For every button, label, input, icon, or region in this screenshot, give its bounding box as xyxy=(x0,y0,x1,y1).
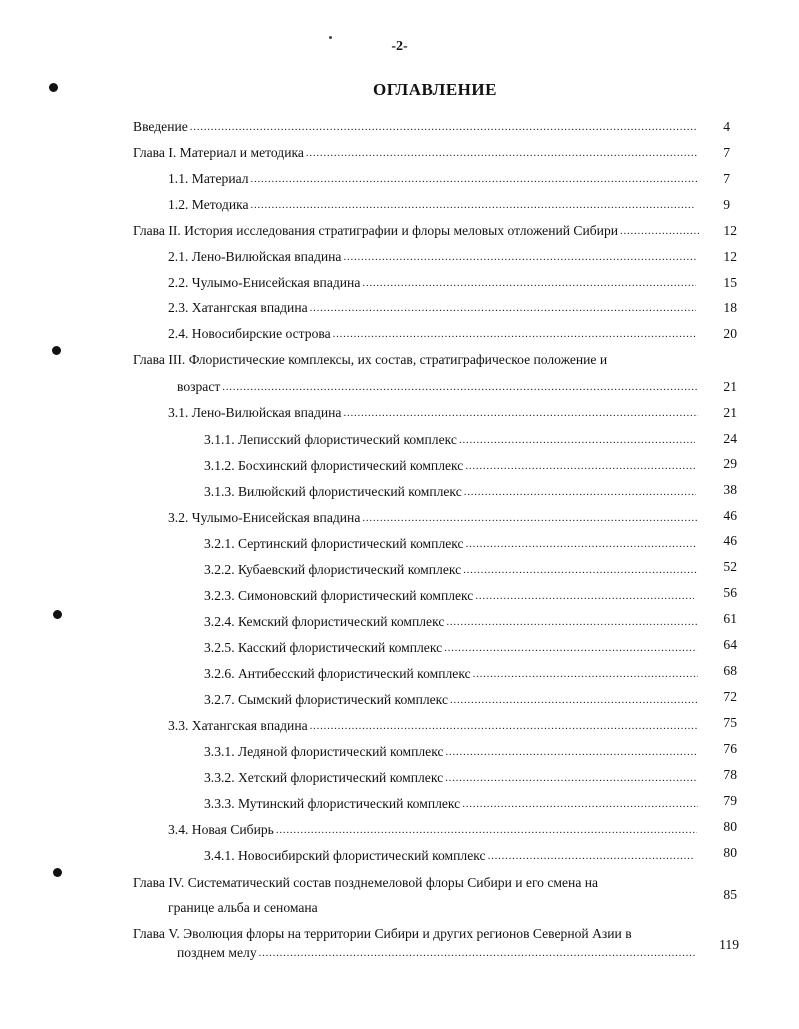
scan-speck xyxy=(329,36,332,39)
toc-entry-label: 3.1.1. Леписский флористический комплекс xyxy=(204,432,457,447)
toc-entry xyxy=(204,610,699,630)
toc-entry-label: Глава V. Эволюция флоры на территории Сибири и других регионов Северной Азии в xyxy=(133,926,632,941)
toc-entry-page: 7 xyxy=(723,145,730,160)
toc-entry xyxy=(168,245,698,265)
toc-entry xyxy=(168,506,699,526)
dot-leader xyxy=(450,692,697,708)
dot-leader xyxy=(465,458,696,474)
toc-entry xyxy=(204,532,699,552)
toc-entry xyxy=(168,271,698,291)
toc-entry xyxy=(168,401,700,421)
toc-entry-page: 20 xyxy=(723,326,737,341)
dot-leader xyxy=(475,588,694,604)
toc-entry-page: 18 xyxy=(723,300,737,315)
toc-entry-page: 119 xyxy=(719,937,739,952)
toc-entry-label: 3.2.4. Кемский флористический комплекс xyxy=(204,614,445,629)
dot-leader xyxy=(310,718,697,734)
dot-leader xyxy=(488,848,694,864)
toc-entry-label: возраст xyxy=(177,379,221,394)
toc-entry xyxy=(204,636,699,656)
toc-entry-page: 61 xyxy=(723,611,737,626)
toc-entry-label: 3.3.1. Ледяной флористический комплекс xyxy=(204,744,444,759)
toc-entry xyxy=(133,141,699,161)
dot-leader xyxy=(251,197,695,213)
toc-entry xyxy=(133,922,713,942)
toc-entry xyxy=(168,322,698,342)
toc-entry-label: 3.2.6. Антибесский флористический комплекс xyxy=(204,666,471,681)
toc-entry xyxy=(177,941,697,961)
toc-entry-page: 15 xyxy=(723,275,737,290)
dot-leader xyxy=(444,640,697,656)
toc-entry xyxy=(168,896,528,916)
dot-leader xyxy=(464,484,696,500)
toc-entry-label: границе альба и сеномана xyxy=(168,900,318,915)
toc-entry-page: 29 xyxy=(723,456,737,471)
toc-entry-page: 56 xyxy=(723,585,737,600)
toc-entry xyxy=(168,818,699,838)
toc-entry-page: 68 xyxy=(723,663,737,678)
toc-entry-page: 78 xyxy=(723,767,737,782)
toc-entry xyxy=(204,454,698,474)
toc-entry-page: 72 xyxy=(723,689,737,704)
toc-entry xyxy=(204,688,699,708)
toc-entry-label: 1.1. Материал xyxy=(168,171,249,186)
toc-entry-page: 80 xyxy=(723,819,737,834)
dot-leader xyxy=(362,510,697,526)
dot-leader xyxy=(463,562,697,578)
toc-entry-label: 3.3. Хатангская впадина xyxy=(168,718,308,733)
toc-entry-page: 46 xyxy=(723,508,737,523)
dot-leader xyxy=(459,432,695,448)
toc-entry xyxy=(177,375,700,395)
toc-entry xyxy=(204,766,700,786)
dot-leader xyxy=(190,119,696,135)
toc-entry-page: 12 xyxy=(723,223,737,238)
toc-entry-label: 3.2.1. Сертинский флористический комплекс xyxy=(204,536,464,551)
dot-leader xyxy=(251,171,697,187)
dot-leader xyxy=(473,666,698,682)
page-number: -2- xyxy=(391,39,408,54)
toc-entry-label: Глава III. Флористические комплексы, их состав, стратиграфическое положение и xyxy=(133,352,608,367)
toc-entry-page: 24 xyxy=(723,431,737,446)
toc-entry xyxy=(168,167,699,187)
dot-leader xyxy=(222,379,698,395)
toc-entry-page: 64 xyxy=(723,637,737,652)
toc-entry-page: 79 xyxy=(723,793,737,808)
toc-entry-page: 80 xyxy=(723,845,737,860)
dot-leader xyxy=(259,945,695,961)
dot-leader xyxy=(446,744,698,760)
toc-entry xyxy=(204,740,699,760)
toc-entry-page: 52 xyxy=(723,559,737,574)
toc-entry-page: 12 xyxy=(723,249,737,264)
toc-entry xyxy=(168,714,699,734)
toc-entry-label: Глава I. Материал и методика xyxy=(133,145,304,160)
toc-entry xyxy=(204,584,696,604)
toc-entry xyxy=(133,348,693,368)
dot-leader xyxy=(343,249,696,265)
toc-entry xyxy=(204,792,700,812)
toc-entry xyxy=(204,480,698,500)
dot-leader xyxy=(466,536,697,552)
toc-entry-label: Глава II. История исследования стратиграфии и флоры меловых отложений Сибири xyxy=(133,223,619,238)
toc-entry xyxy=(204,662,700,682)
toc-entry-label: 3.1.2. Босхинский флористический комплекс xyxy=(204,458,464,473)
toc-entry-label: 3.2.5. Касский флористический комплекс xyxy=(204,640,443,655)
toc-entry-label: 2.3. Хатангская впадина xyxy=(168,300,308,315)
toc-entry xyxy=(133,871,693,891)
dot-leader xyxy=(462,796,698,812)
toc-entry-page: 38 xyxy=(723,482,737,497)
toc-entry-page: 21 xyxy=(723,405,737,420)
toc-entry-label: 2.4. Новосибирские острова xyxy=(168,326,331,341)
dot-leader xyxy=(310,300,696,316)
toc-entry xyxy=(204,558,699,578)
toc-title: ОГЛАВЛЕНИЕ xyxy=(373,80,497,99)
scan-speck xyxy=(52,346,61,355)
toc-entry-label: 2.2. Чулымо-Енисейская впадина xyxy=(168,275,361,290)
toc-entry-label: Введение xyxy=(133,119,188,134)
toc-entry xyxy=(133,219,701,239)
dot-leader xyxy=(343,405,698,421)
toc-entry-page: 7 xyxy=(723,171,730,186)
toc-entry xyxy=(168,296,698,316)
toc-entry xyxy=(204,844,696,864)
scan-speck xyxy=(53,610,62,619)
dot-leader xyxy=(620,223,699,239)
toc-entry-page: 4 xyxy=(723,119,730,134)
dot-leader xyxy=(362,275,696,291)
toc-entry-label: 3.1. Лено-Вилюйская впадина xyxy=(168,405,342,420)
dot-leader xyxy=(446,614,697,630)
toc-entry-label: позднем мелу xyxy=(177,945,257,960)
dot-leader xyxy=(276,822,697,838)
toc-entry xyxy=(204,428,697,448)
dot-leader xyxy=(333,326,696,342)
toc-entry-label: 3.4. Новая Сибирь xyxy=(168,822,274,837)
toc-entry-label: 2.1. Лено-Вилюйская впадина xyxy=(168,249,342,264)
toc-entry-label: 3.4.1. Новосибирский флористический комплекс xyxy=(204,848,486,863)
toc-entry xyxy=(168,193,697,213)
toc-entry-label: 3.2. Чулымо-Енисейская впадина xyxy=(168,510,361,525)
toc-entry-page: 46 xyxy=(723,533,737,548)
toc-entry-label: 3.2.3. Симоновский флористический комплекс xyxy=(204,588,474,603)
toc-entry-label: 3.1.3. Вилюйский флористический комплекс xyxy=(204,484,462,499)
toc-entry xyxy=(133,115,698,135)
scan-speck xyxy=(53,868,62,877)
scan-speck xyxy=(49,83,58,92)
toc-entry-page: 9 xyxy=(723,197,730,212)
toc-entry-page: 76 xyxy=(723,741,737,756)
dot-leader xyxy=(306,145,697,161)
toc-entry-page: 21 xyxy=(723,379,737,394)
dot-leader xyxy=(445,770,698,786)
toc-entry-label: 3.3.3. Мутинский флористический комплекс xyxy=(204,796,461,811)
toc-entry-label: 3.2.2. Кубаевский флористический комплекс xyxy=(204,562,462,577)
toc-entry-page: 85 xyxy=(723,887,737,902)
toc-entry-label: 3.3.2. Хетский флористический комплекс xyxy=(204,770,444,785)
toc-entry-page: 75 xyxy=(723,715,737,730)
toc-entry-label: 1.2. Методика xyxy=(168,197,249,212)
toc-entry-label: Глава IV. Систематический состав позднемеловой флоры Сибири и его смена на xyxy=(133,875,599,890)
toc-entry-label: 3.2.7. Сымский флористический комплекс xyxy=(204,692,448,707)
